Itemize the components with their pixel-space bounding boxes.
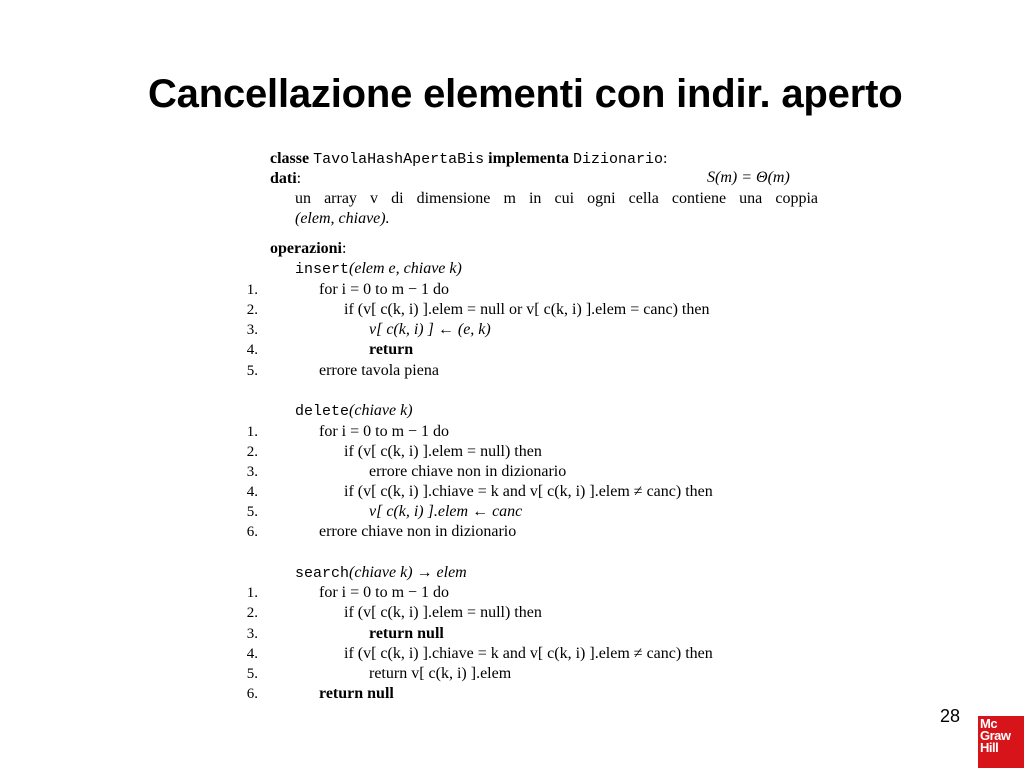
operazioni-label xyxy=(270,239,346,259)
class-name: TavolaHashApertaBis xyxy=(313,151,485,168)
data-description-1: un array v di dimensione m in cui ogni cella contiene una coppia xyxy=(295,190,818,207)
insert-line-1: for i = 0 to m − 1 do xyxy=(319,281,450,298)
kw-dati: dati xyxy=(270,170,297,187)
line-number: 5. xyxy=(246,363,258,379)
line-number: 1. xyxy=(246,424,258,440)
logo-line: Graw xyxy=(980,728,1011,743)
insert-line-5: errore tavola piena xyxy=(319,362,439,379)
insert-line-3: v[ c(k, i) ] ← (e, k) xyxy=(369,321,491,338)
line-number: 3. xyxy=(246,322,258,338)
line-number: 1. xyxy=(246,282,258,298)
publisher-logo xyxy=(978,716,1024,768)
line-number: 4. xyxy=(246,342,258,358)
line-number: 2. xyxy=(246,605,258,621)
delete-line-6: errore chiave non in dizionario xyxy=(319,523,517,540)
line-number: 5. xyxy=(246,504,258,520)
delete-line-4: if (v[ c(k, i) ].chiave = k and v[ c(k, i) ].elem ≠ canc) then xyxy=(344,483,713,500)
line-number: 2. xyxy=(246,444,258,460)
delete-line-5: v[ c(k, i) ].elem ← canc xyxy=(369,503,523,520)
slide-number: 28 xyxy=(940,706,961,726)
search-line-5: return v[ c(k, i) ].elem xyxy=(369,665,512,682)
dati-label xyxy=(270,169,301,189)
delete-line-1: for i = 0 to m − 1 do xyxy=(319,423,450,440)
line-number: 3. xyxy=(246,626,258,642)
line-number: 4. xyxy=(246,484,258,500)
insert-params: (elem e, chiave k) xyxy=(349,260,462,277)
search-line-2: if (v[ c(k, i) ].elem = null) then xyxy=(344,604,542,621)
line-number: 6. xyxy=(246,686,258,702)
line-number: 6. xyxy=(246,524,258,540)
search-params: (chiave k) → elem xyxy=(349,564,467,581)
kw-implementa: implementa xyxy=(488,150,570,167)
delete-params: (chiave k) xyxy=(349,402,413,419)
delete-signature xyxy=(295,401,413,422)
delete-line-3: errore chiave non in dizionario xyxy=(369,463,567,480)
kw-operazioni: operazioni xyxy=(270,240,342,257)
line-number: 3. xyxy=(246,464,258,480)
logo-line: Mc xyxy=(980,716,998,731)
insert-line-4: return xyxy=(369,341,414,358)
kw-classe: classe xyxy=(270,150,310,167)
search-line-3: return null xyxy=(369,625,444,642)
logo-line: Hill xyxy=(980,740,999,755)
insert-name: insert xyxy=(295,261,350,278)
search-line-6: return null xyxy=(319,685,394,702)
colon: : xyxy=(296,170,302,187)
line-number: 4. xyxy=(246,646,258,662)
search-name: search xyxy=(295,565,350,582)
insert-signature xyxy=(295,259,462,280)
class-declaration xyxy=(270,149,667,170)
search-line-1: for i = 0 to m − 1 do xyxy=(319,584,450,601)
line-number: 1. xyxy=(246,585,258,601)
data-description-2: (elem, chiave). xyxy=(295,210,390,227)
search-line-4: if (v[ c(k, i) ].chiave = k and v[ c(k, i) ].elem ≠ canc) then xyxy=(344,645,713,662)
search-signature xyxy=(295,563,467,584)
delete-line-2: if (v[ c(k, i) ].elem = null) then xyxy=(344,443,542,460)
line-number: 2. xyxy=(246,302,258,318)
interface-name: Dizionario xyxy=(573,151,664,168)
colon: : xyxy=(342,240,347,257)
insert-line-2: if (v[ c(k, i) ].elem = null or v[ c(k, i) ].elem = canc) then xyxy=(344,301,710,318)
space-complexity: S(m) = Θ(m) xyxy=(707,169,790,186)
line-number: 5. xyxy=(246,666,258,682)
delete-name: delete xyxy=(295,403,350,420)
colon: : xyxy=(663,150,668,167)
slide-title: Cancellazione elementi con indir. aperto xyxy=(148,72,903,116)
